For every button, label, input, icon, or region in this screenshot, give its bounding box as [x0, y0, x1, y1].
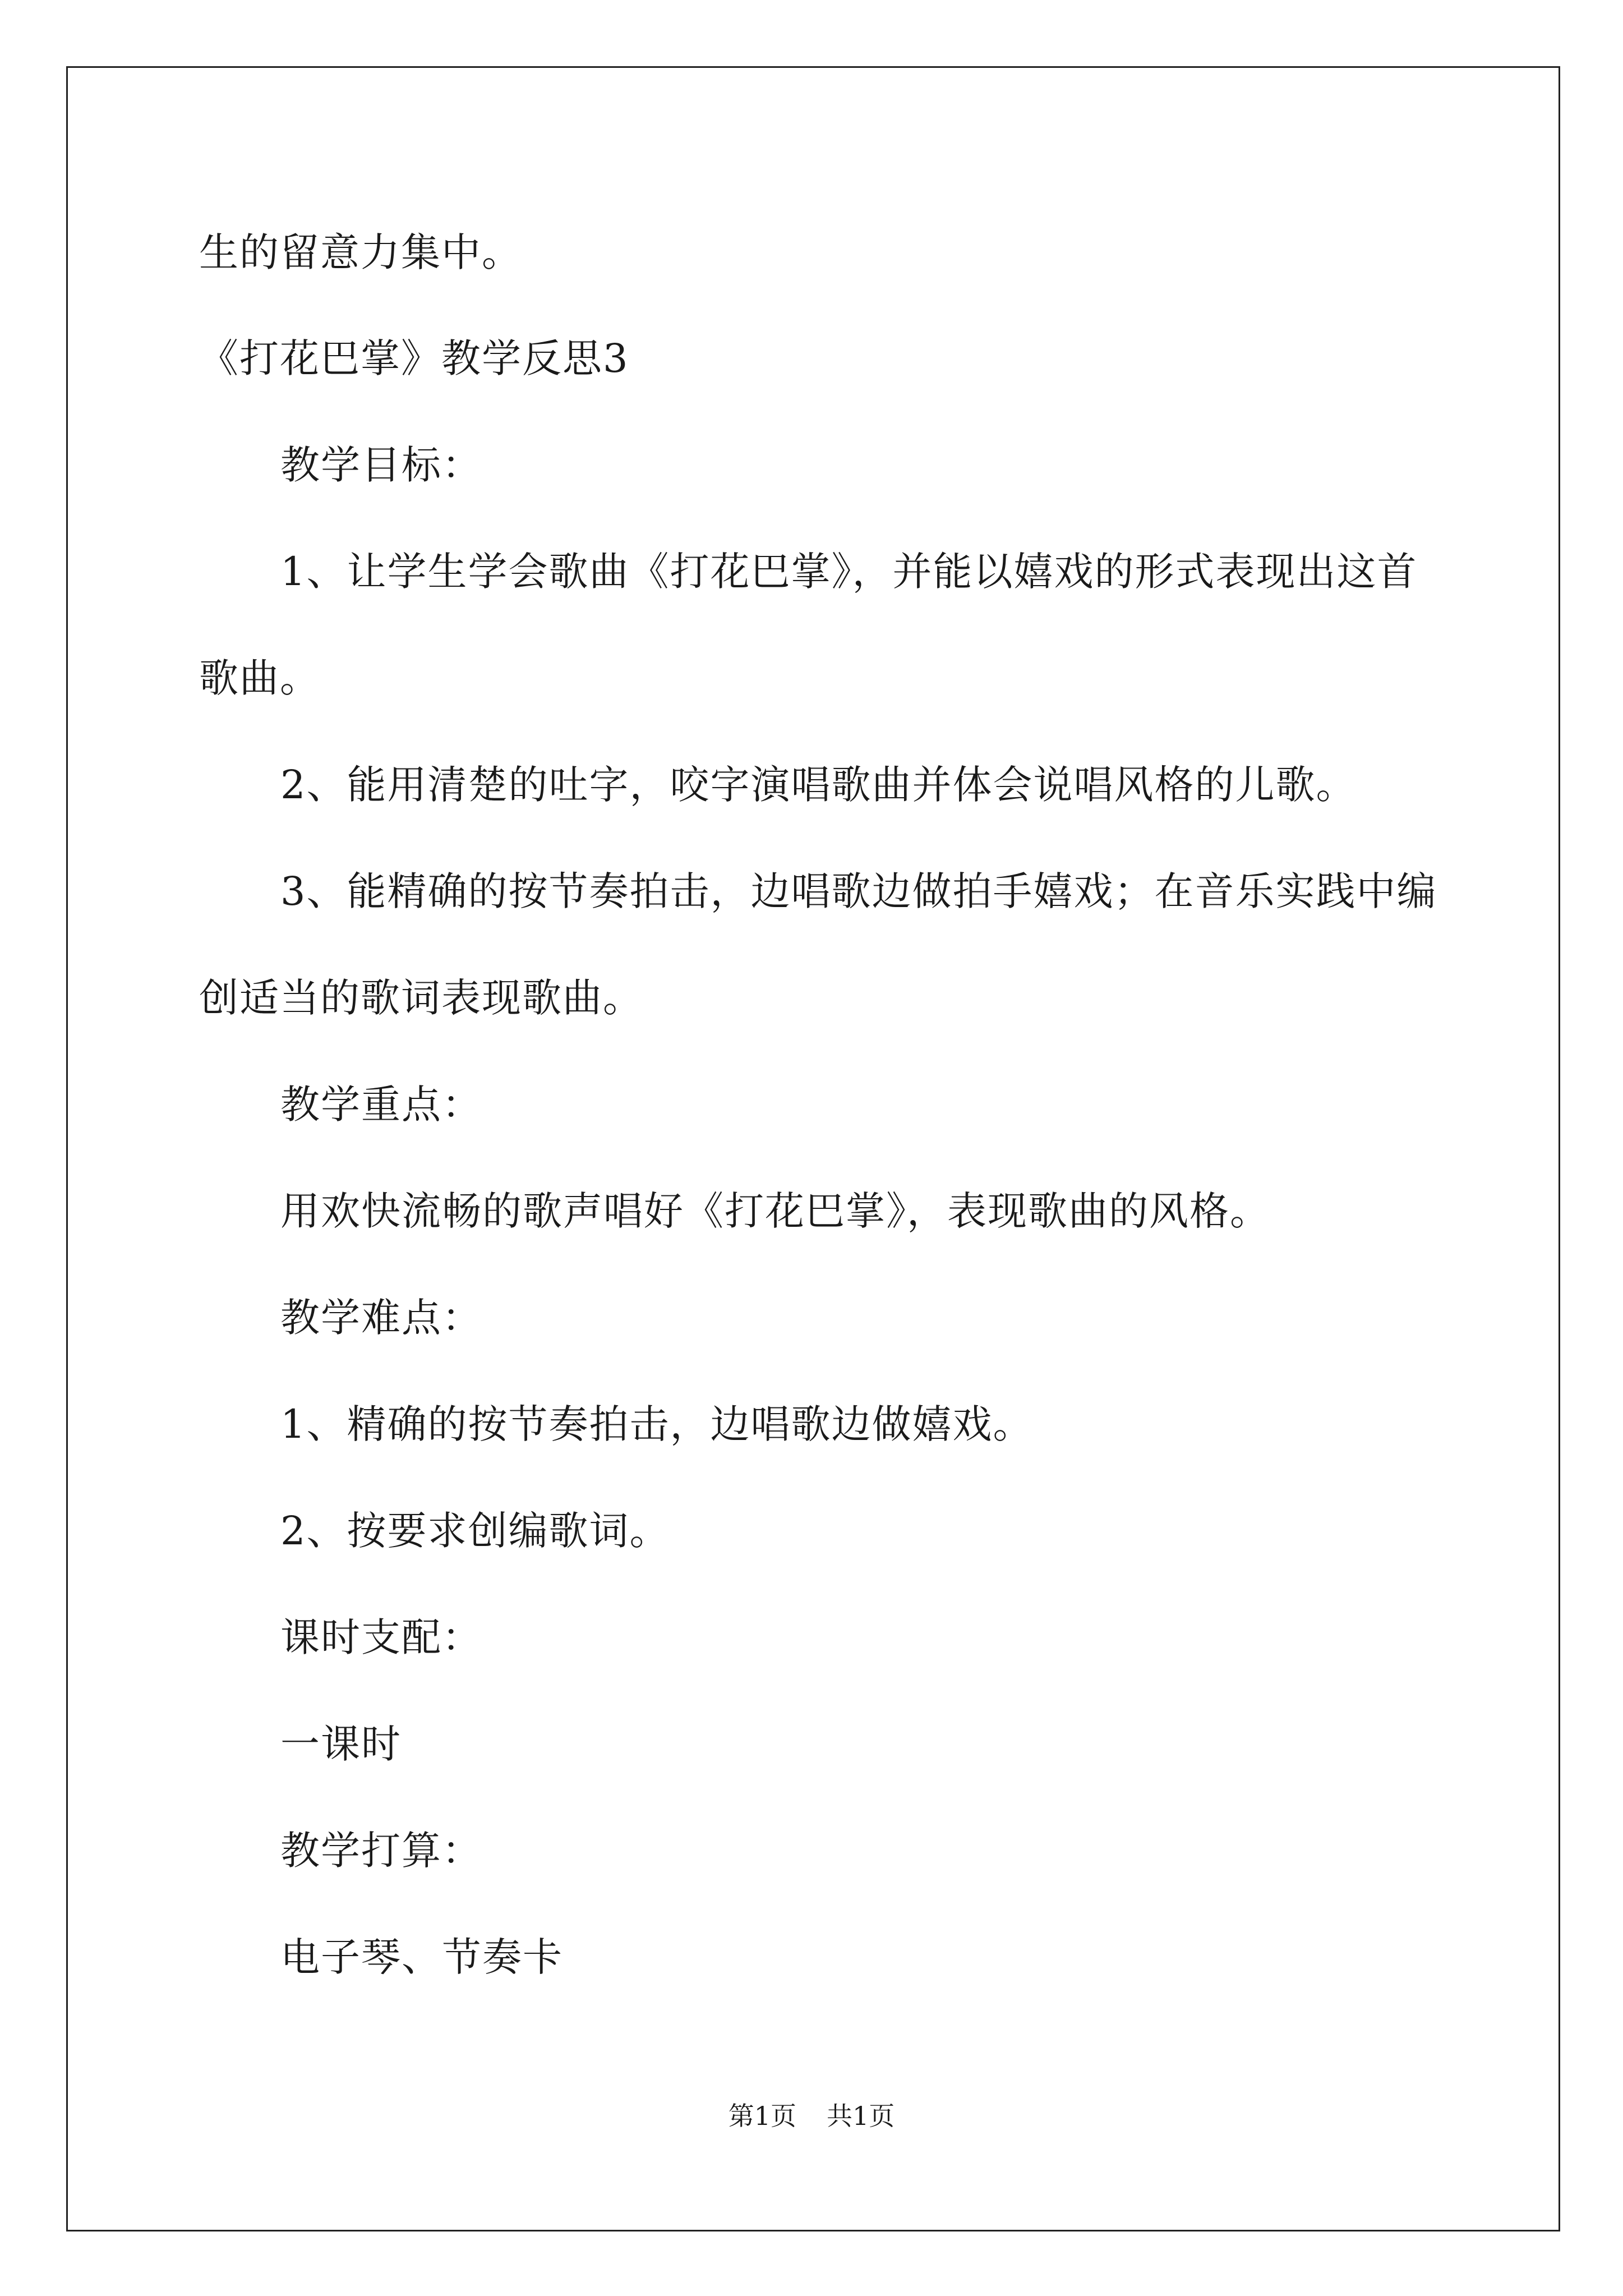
goal-item-1-continued: 歌曲。	[199, 655, 320, 701]
preparation-text: 电子琴、节奏卡	[280, 1934, 563, 1980]
heading-difficulties: 教学难点：	[280, 1295, 482, 1341]
heading-preparation: 教学打算：	[280, 1828, 482, 1874]
difficulty-item-2: 2、按要求创编歌词。	[280, 1508, 670, 1554]
difficulty-item-1: 1、精确的按节奏拍击，边唱歌边做嬉戏。	[280, 1401, 1034, 1447]
key-point-text: 用欢快流畅的歌声唱好《打花巴掌》，表现歌曲的风格。	[280, 1188, 1270, 1234]
goal-item-3: 3、能精确的按节奏拍击，边唱歌边做拍手嬉戏；在音乐实践中编	[280, 868, 1437, 914]
page-frame	[66, 66, 1560, 2231]
page-number: 第1页	[728, 2101, 796, 2131]
goal-item-3-continued: 创适当的歌词表现歌曲。	[199, 975, 643, 1021]
page-footer	[0, 2099, 1623, 2133]
heading-class-hours: 课时支配：	[280, 1614, 482, 1660]
heading-teaching-goals: 教学目标：	[280, 442, 482, 488]
goal-item-2: 2、能用清楚的吐字，咬字演唱歌曲并体会说唱风格的儿歌。	[280, 762, 1357, 808]
page-total: 共1页	[827, 2101, 895, 2131]
class-hours-text: 一课时	[280, 1721, 402, 1767]
heading-key-points: 教学重点：	[280, 1082, 482, 1128]
goal-item-1: 1、让学生学会歌曲《打花巴掌》，并能以嬉戏的形式表现出这首	[280, 549, 1418, 595]
text-line-continuation: 生的留意力集中。	[199, 229, 522, 275]
section-title: 《打花巴掌》教学反思3	[199, 335, 629, 381]
